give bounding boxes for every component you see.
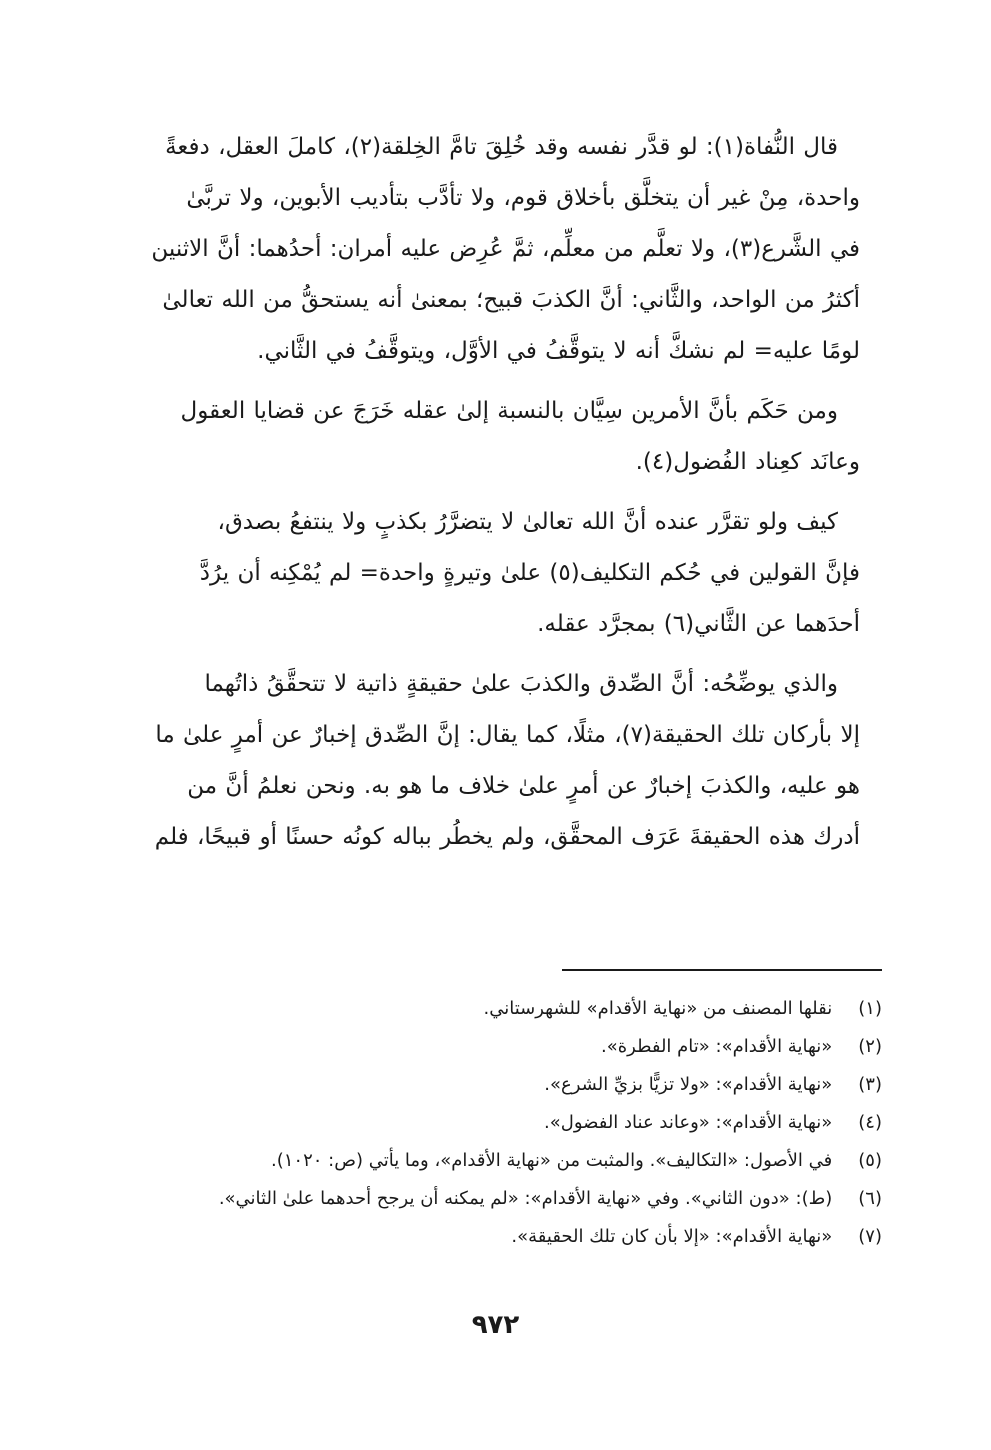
footnote-text: «نهاية الأقدام»: «إلا بأن كان تلك الحقيقة».	[511, 1226, 833, 1247]
footnote-7	[100, 1218, 882, 1256]
text-line: في الشَّرع(٣)، ولا تعلَّم من معلِّم، ثمَّ عُرِض عليه أمران: أحدُهما: أنَّ الاثنين	[151, 236, 860, 262]
paragraph-2	[100, 386, 882, 488]
paragraph-3	[100, 497, 882, 650]
text-line: لومًا عليه= لم نشكَّ أنه لا يتوقَّفُ في الأوَّل، ويتوقَّفُ في الثَّاني.	[257, 338, 860, 364]
footnote-text: «نهاية الأقدام»: «وعاند عناد الفضول».	[544, 1112, 833, 1133]
footnote-number: (٧)	[858, 1226, 882, 1247]
footnote-number: (٦)	[858, 1188, 882, 1209]
text-line: إلا بأركان تلك الحقيقة(٧)، مثلًا، كما يقال: إنَّ الصِّدق إخبارٌ عن أمرٍ علىٰ ما	[155, 722, 860, 748]
footnotes	[100, 990, 882, 1256]
page-number: ٩٧٢	[471, 1310, 520, 1340]
text-line: والذي يوضِّحُه: أنَّ الصِّدق والكذبَ علىٰ حقيقةٍ ذاتية لا تتحقَّقُ ذاتُهما	[204, 671, 838, 697]
paragraph-1	[100, 122, 882, 377]
paragraph-4	[100, 659, 882, 863]
text-line: ومن حَكَم بأنَّ الأمرين سِيَّان بالنسبة إلىٰ عقله خَرَجَ عن قضايا العقول	[180, 398, 838, 424]
footnote-text: «نهاية الأقدام»: «ولا تزيًّا بزيِّ الشرع».	[544, 1074, 833, 1095]
footnote-divider	[562, 969, 882, 971]
text-line: كيف ولو تقرَّر عنده أنَّ الله تعالىٰ لا يتضرَّرُ بكذبٍ ولا ينتفعُ بصدق،	[217, 509, 838, 535]
footnote-text: نقلها المصنف من «نهاية الأقدام» للشهرستاني.	[483, 998, 833, 1019]
text-line: وعانَد كعِناد الفُضول(٤).	[635, 449, 860, 475]
footnote-number: (١)	[858, 998, 882, 1019]
text-line: أدرك هذه الحقيقةَ عَرَف المحقَّق، ولم يخطُر بباله كونُه حسنًا أو قبيحًا، فلم	[154, 824, 860, 850]
footnote-text: في الأصول: «التكاليف». والمثبت من «نهاية الأقدام»، وما يأتي (ص: ١٠٢٠).	[270, 1150, 833, 1171]
footnote-3	[100, 1066, 882, 1104]
footnote-4	[100, 1104, 882, 1142]
text-line: أحدَهما عن الثَّاني(٦) بمجرَّد عقله.	[537, 611, 860, 637]
footnote-number: (٣)	[858, 1074, 882, 1095]
footnote-5	[100, 1142, 882, 1180]
footnote-2	[100, 1028, 882, 1066]
text-line: فإنَّ القولين في حُكم التكليف(٥) علىٰ وتيرةٍ واحدة= لم يُمْكِنه أن يرُدَّ	[199, 560, 860, 586]
footnote-6	[100, 1180, 882, 1218]
footnote-number: (٢)	[858, 1036, 882, 1057]
footnote-text: «نهاية الأقدام»: «تام الفطرة».	[600, 1036, 833, 1057]
text-line: قال النُّفاة(١): لو قدَّر نفسه وقد خُلِقَ تامَّ الخِلقة(٢)، كاملَ العقل، دفعةً	[165, 134, 838, 160]
main-text	[100, 122, 882, 872]
text-line: واحدة، مِنْ غير أن يتخلَّق بأخلاق قوم، ولا تأدَّب بتأديب الأبوين، ولا تربَّىٰ	[186, 185, 860, 211]
footnote-text: (ط): «دون الثاني». وفي «نهاية الأقدام»: «لم يمكنه أن يرجح أحدهما علىٰ الثاني».	[218, 1188, 833, 1209]
footnote-1	[100, 990, 882, 1028]
text-line: أكثرُ من الواحد، والثَّاني: أنَّ الكذبَ قبيح؛ بمعنىٰ أنه يستحقُّ من الله تعالىٰ	[162, 287, 860, 313]
footnote-number: (٥)	[858, 1150, 882, 1171]
text-line: هو عليه، والكذبَ إخبارٌ عن أمرٍ علىٰ خلاف ما هو به. ونحن نعلمُ أنَّ من	[187, 773, 860, 799]
footnote-number: (٤)	[858, 1112, 882, 1133]
